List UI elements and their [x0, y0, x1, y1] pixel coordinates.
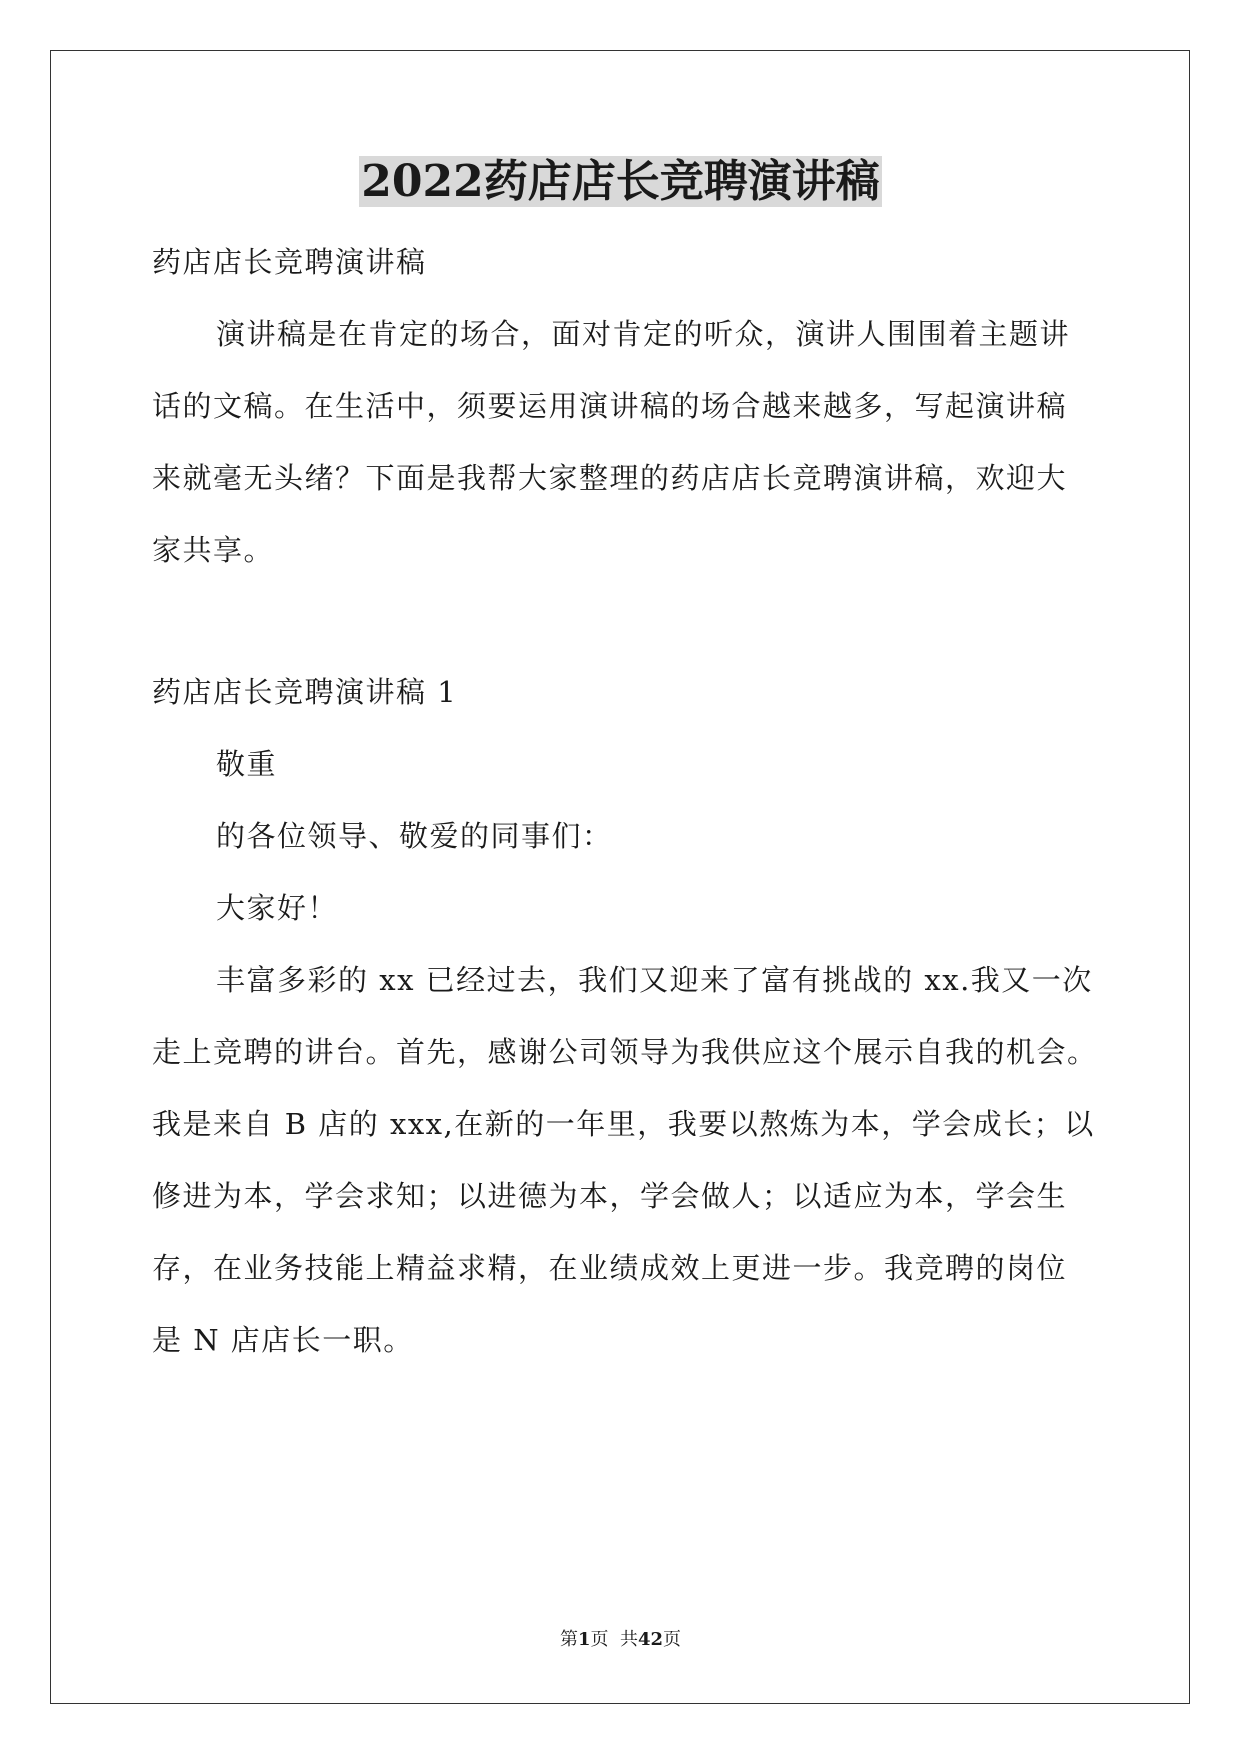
document-title: [0, 150, 1241, 214]
paragraph-line: 丰富多彩的 xx 已经过去，我们又迎来了富有挑战的 xx.我又一次: [216, 963, 1093, 997]
paragraph-line: 走上竞聘的讲台。首先，感谢公司领导为我供应这个展示自我的机会。: [152, 1035, 1098, 1069]
paragraph-line: 话的文稿。在生活中，须要运用演讲稿的场合越来越多，写起演讲稿: [152, 389, 1068, 423]
document-title-text: 2022药店店长竞聘演讲稿: [361, 156, 880, 207]
paragraph-line: 家共享。: [152, 533, 275, 567]
subtitle-line: 药店店长竞聘演讲稿: [152, 245, 427, 279]
page-border: [50, 50, 1190, 1704]
paragraph-line: 的各位领导、敬爱的同事们：: [216, 819, 613, 853]
paragraph-line: 演讲稿是在肯定的场合，面对肯定的听众，演讲人围围着主题讲: [216, 317, 1071, 351]
paragraph-line: 大家好！: [216, 891, 339, 925]
paragraph-line: 我是来自 B 店的 xxx,在新的一年里，我要以熬炼为本，学会成长；以: [152, 1107, 1095, 1141]
paragraph-line: 修进为本，学会求知；以进德为本，学会做人；以适应为本，学会生: [152, 1179, 1068, 1213]
page-mid: 页 共: [590, 1629, 638, 1650]
page-prefix: 第: [559, 1629, 578, 1650]
paragraph-line: 存，在业务技能上精益求精，在业绩成效上更进一步。我竞聘的岗位: [152, 1251, 1068, 1285]
page-suffix: 页: [663, 1629, 682, 1650]
paragraph-line: 是 N 店店长一职。: [152, 1323, 414, 1357]
current-page-number: 1: [577, 1629, 591, 1650]
paragraph-line: 敬重: [216, 747, 278, 781]
section-heading: 药店店长竞聘演讲稿 1: [152, 675, 458, 709]
total-page-number: 42: [637, 1629, 664, 1650]
page-footer: [0, 1628, 1241, 1652]
paragraph-line: 来就毫无头绪？下面是我帮大家整理的药店店长竞聘演讲稿，欢迎大: [152, 461, 1068, 495]
